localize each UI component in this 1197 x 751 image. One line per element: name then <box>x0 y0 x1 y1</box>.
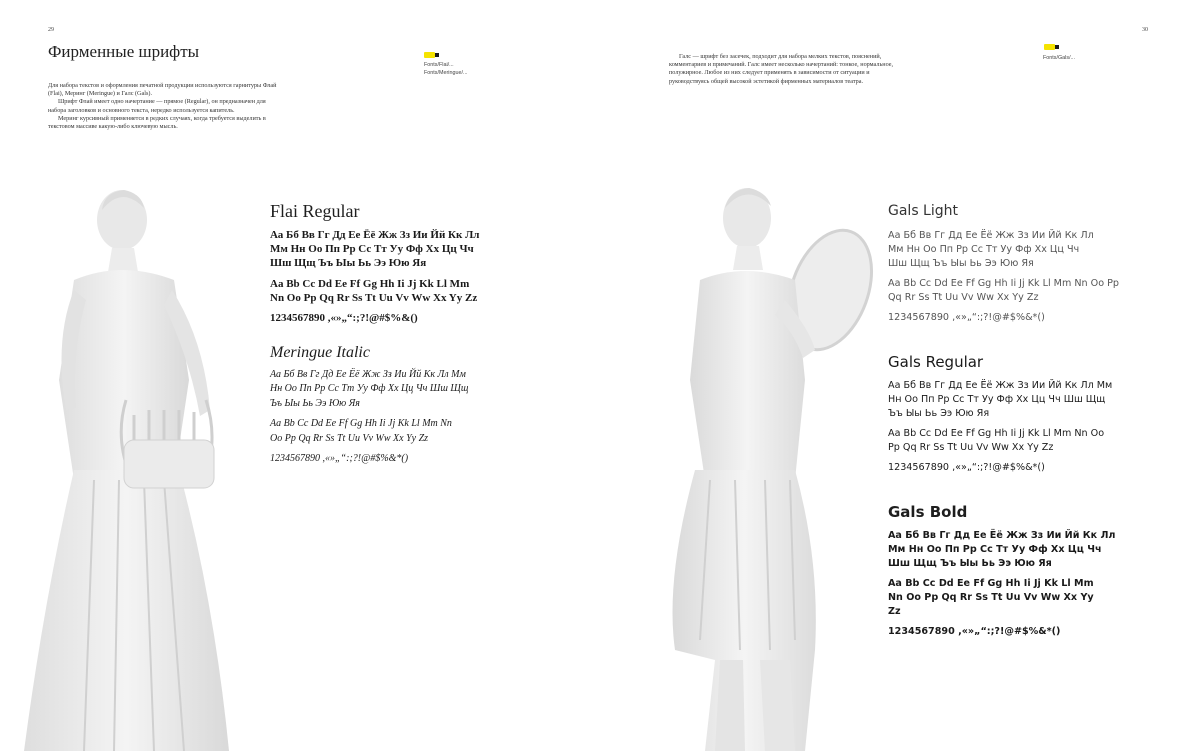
specimen-line: Нн Оо Пп Рр Сс Тт Уу Фф Хх Цц Чч Шш Щщ <box>270 383 469 395</box>
folder-path-list <box>424 61 467 77</box>
statue-illustration-right <box>645 180 875 751</box>
folder-path-flai[interactable]: Fonts/Flai/... <box>424 62 454 68</box>
font-name-meringue: Meringue Italic <box>270 344 370 361</box>
specimen-line: Шш Щщ Ъъ Ыы Ьь Ээ Юю Яя <box>888 558 1052 569</box>
specimen-line: Ъъ Ыы Ьь Ээ Юю Яя <box>888 408 990 419</box>
specimen-line: Oo Pp Qq Rr Ss Tt Uu Vv Ww Xx Yy Zz <box>270 432 429 444</box>
specimen-gals-regular <box>888 353 1158 475</box>
font-name-gals-regular: Gals Regular <box>888 353 984 371</box>
folder-path-gals[interactable]: Fonts/Gals/... <box>1043 55 1076 61</box>
specimen-meringue-italic <box>270 344 550 466</box>
intro-text-right <box>669 53 901 86</box>
specimen-line: Мм Нн Оо Пп Рр Сс Тт Уу Фф Хх Цц Чч <box>270 243 474 256</box>
specimen-line: Nn Oo Pp Qq Rr Ss Tt Uu Vv Ww Xx Yy Zz <box>270 291 478 304</box>
specimen-line: 1234567890 ,«»„“:;?!@#$%&*() <box>270 453 409 465</box>
statue-illustration-left <box>14 180 244 751</box>
folder-path-meringue[interactable]: Fonts/Meringue/... <box>424 70 468 76</box>
specimen-line: Аа Бб Вв Гг Дд Ее Ёё Жж Зз Ии Йй Кк Лл <box>270 229 480 241</box>
specimen-line: Aa Bb Cc Dd Ee Ff Gg Hh Ii Jj Kk Ll Mm <box>270 277 470 290</box>
specimen-line: 1234567890 ,«»„“:;?!@#$%&*() <box>888 462 1045 473</box>
page-number-left: 29 <box>48 27 54 33</box>
specimen-line: Zz <box>888 606 901 617</box>
specimen-line: 1234567890 ,«»„“:;?!@#$%&*() <box>888 312 1045 323</box>
font-name-gals-light: Gals Light <box>888 203 958 219</box>
specimen-line: Нн Оо Пп Рр Сс Тт Уу Фф Хх Цц Чч Шш Щщ <box>888 394 1106 405</box>
specimen-line: Мм Нн Оо Пп Рр Сс Тт Уу Фф Хх Цц Чч <box>888 244 1080 255</box>
specimen-line: Qq Rr Ss Tt Uu Vv Ww Xx Yy Zz <box>888 292 1039 303</box>
specimen-line: Ъъ Ыы Ьь Ээ Юю Яя <box>270 397 360 409</box>
specimen-gals-bold <box>888 503 1158 639</box>
specimen-line: Аа Бб Вв Гг Дд Ее Ёё Жж Зз Ии Йй Кк Лл Мм <box>888 380 1113 391</box>
specimen-line: Aa Bb Cc Dd Ee Ff Gg Hh Ii Jj Kk Ll Mm Nn Oo <box>888 428 1105 439</box>
font-name-flai: Flai Regular <box>270 201 360 221</box>
specimen-line: Nn Oo Pp Qq Rr Ss Tt Uu Vv Ww Xx Yy <box>888 592 1094 603</box>
specimen-line: 1234567890 ,«»„“:;?!@#$%&() <box>270 312 418 325</box>
intro-paragraph: Галс — шрифт без засечек, подходит для набора мелких текстов, пояснений, комментариев и примечаний. Галс имеет несколько начертаний: тонкое, нормальное, полужирное. Любое из них следует применять в зависимости от ситуации и руководствуясь общей высокой эстетикой фирменных материалов театра. <box>669 53 894 85</box>
font-name-gals-bold: Gals Bold <box>888 503 968 521</box>
intro-paragraph: Меринг курсивный применяется в редких случаях, когда требуется выделить в текстовом массиве какую-либо ключевую мысль. <box>48 114 266 131</box>
folder-icon <box>1044 44 1058 50</box>
specimen-line: Pp Qq Rr Ss Tt Uu Vv Ww Xx Yy Zz <box>888 442 1054 453</box>
specimen-line: Aa Bb Cc Dd Ee Ff Gg Hh Ii Jj Kk Ll Mm Nn Oo Pp <box>888 278 1120 289</box>
intro-paragraph: Для набора текстов и оформления печатной продукции используются гарнитуры Флай (Flai), Меринг (Meringue) и Галс (Gals). <box>48 82 277 98</box>
intro-paragraph: Шрифт Флай имеет одно начертание — прямое (Regular), он предназначен для набора заголовков и основного текста, нередко используется капитель. <box>48 98 266 114</box>
specimen-line: Шш Щщ Ъъ Ыы Ьь Ээ Юю Яя <box>888 258 1034 269</box>
specimen-line: Aa Bb Cc Dd Ee Ff Gg Hh Ii Jj Kk Ll Mm Nn <box>270 418 452 430</box>
folder-icon <box>424 52 438 58</box>
specimen-line: Шш Щщ Ъъ Ыы Ьь Ээ Юю Яя <box>270 257 427 270</box>
page-title: Фирменные шрифты <box>48 42 200 61</box>
specimen-line: Мм Нн Оо Пп Рр Сс Тт Уу Фф Хх Цц Чч <box>888 544 1102 555</box>
specimen-line: Аа Бб Вв Гг Дд Ее Ёё Жж Зз Ии Йй Кк Лл <box>888 230 1094 241</box>
specimen-line: Аа Бб Вв Гг Дд Ее Ёё Жж Зз Ии Йй Кк Лл Мм <box>270 369 466 380</box>
page-number-right: 30 <box>1142 27 1148 33</box>
intro-text-left <box>48 82 280 131</box>
specimen-flai-regular <box>270 201 550 325</box>
specimen-line: 1234567890 ,«»„“:;?!@#$%&*() <box>888 626 1061 637</box>
specimen-gals-light <box>888 203 1158 325</box>
specimen-line: Аа Бб Вв Гг Дд Ее Ёё Жж Зз Ии Йй Кк Лл <box>888 530 1116 541</box>
specimen-line: Aa Bb Cc Dd Ee Ff Gg Hh Ii Jj Kk Ll Mm <box>888 578 1094 589</box>
